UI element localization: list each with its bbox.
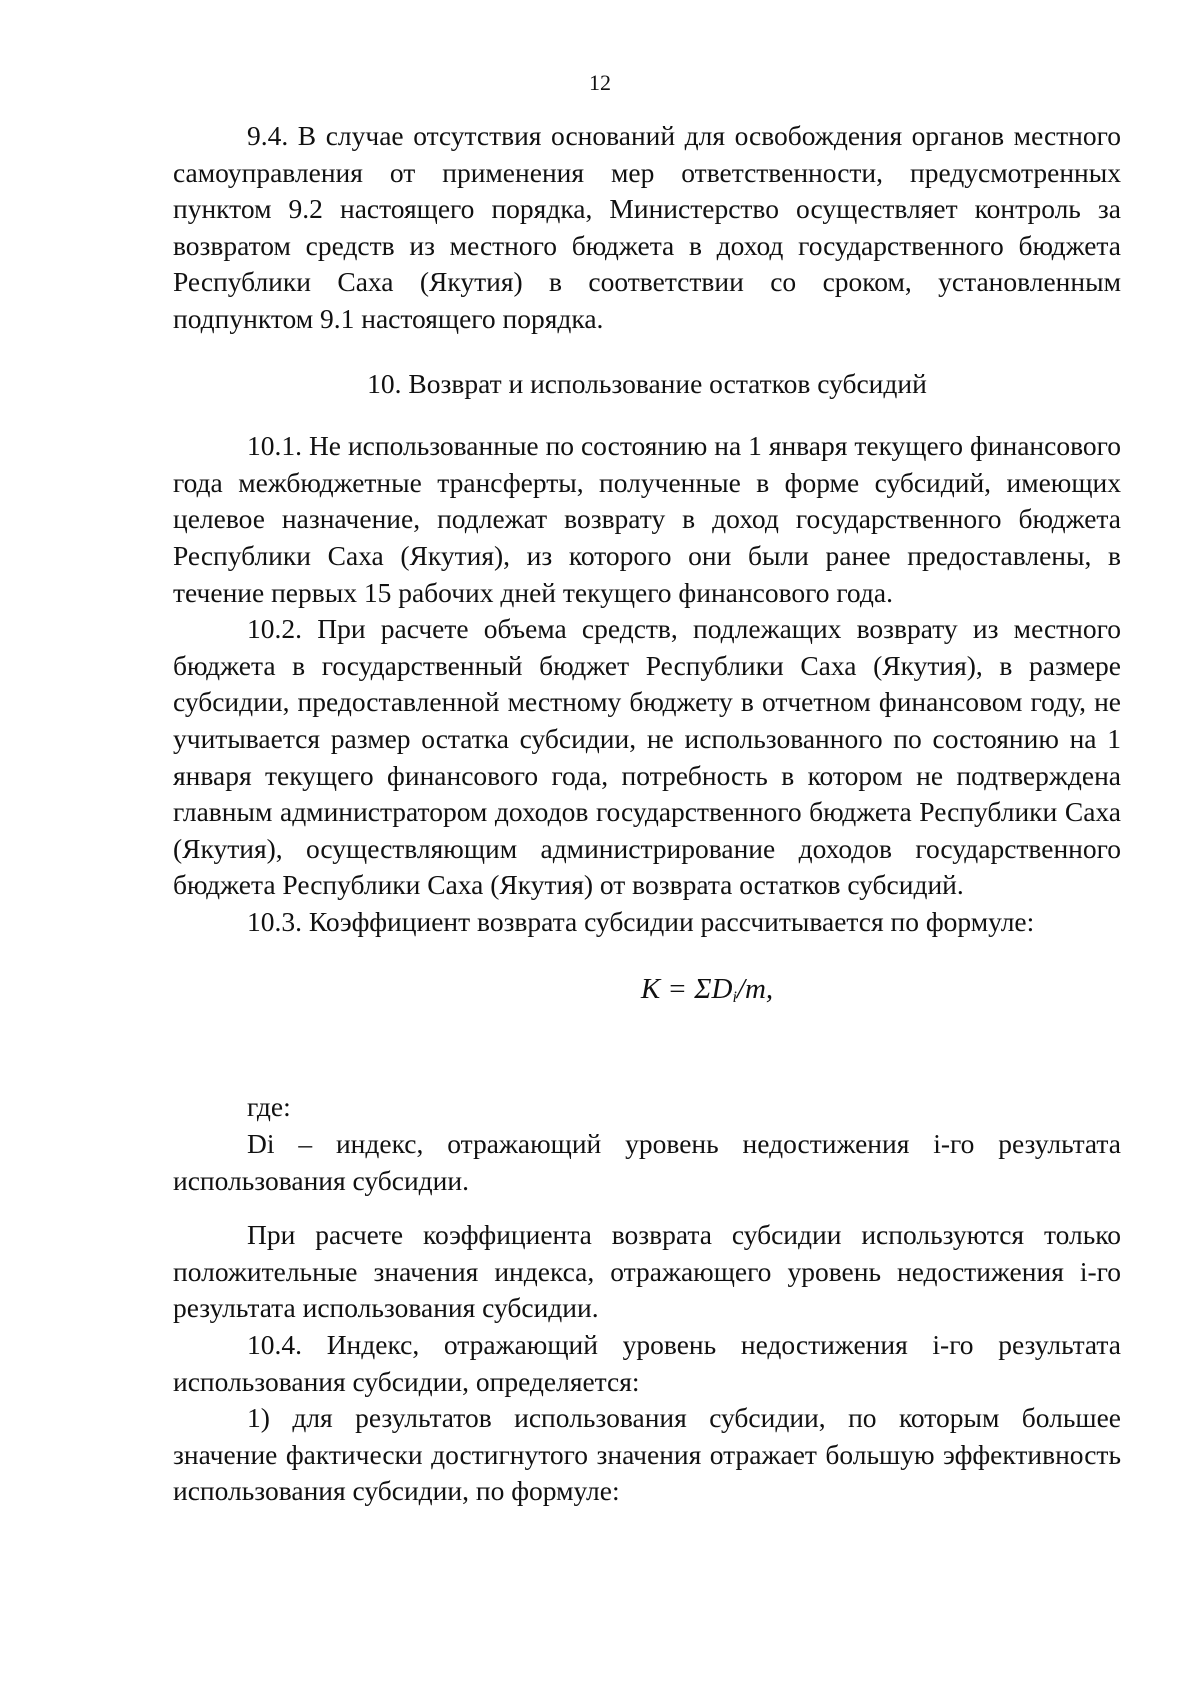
formula-rhs: /m, <box>736 973 774 1006</box>
paragraph-10-4-1: 1) для результатов использования субсидии, по которым большее значение фактически достигнутого значения отражает большую эффективность использования субсидии, по формуле: <box>173 1402 1121 1507</box>
paragraph-10-1: 10.1. Не использованные по состоянию на 1 января текущего финансового года межбюджетные трансферты, полученные в форме субсидий, имеющих целевое назначение, подлежат возврату в доход государственного бюджета Республики Саха (Якутия), из которого они были ранее предоставлены, в течение первых 15 рабочих дней текущего финансового года. <box>173 430 1121 608</box>
page-number: 12 <box>589 70 611 95</box>
formula-subscript: i <box>732 989 737 1007</box>
paragraph-10-2: 10.2. При расчете объема средств, подлежащих возврату из местного бюджета в государственный бюджет Республики Саха (Якутия), в размере субсидии, предоставленной местному бюджету в отчетном финансовом году, не учитывается размер остатка субсидии, не использованного по состоянию на 1 января текущего финансового года, потребность в котором не подтверждена главным администратором доходов государственного бюджета Республики Саха (Якутия), осуществляющим администрирование доходов государственного бюджета Республики Саха (Якутия) от возврата остатков субсидий. <box>173 613 1121 901</box>
document-body <box>173 118 1121 1510</box>
paragraph-10-4: 10.4. Индекс, отражающий уровень недостижения i-го результата использования субсидии, определяется: <box>173 1329 1121 1397</box>
paragraph-positive-values: При расчете коэффициента возврата субсидии используются только положительные значения индекса, отражающего уровень недостижения i-го результата использования субсидии. <box>173 1219 1121 1324</box>
return-coefficient-formula <box>173 970 1121 1017</box>
where-label: где: <box>247 1091 291 1123</box>
section-heading-10: 10. Возврат и использование остатков субсидий <box>367 367 927 399</box>
paragraph-9-4: 9.4. В случае отсутствия оснований для освобождения органов местного самоуправления от применения мер ответственности, предусмотренных пунктом 9.2 настоящего порядка, Министерство осуществляет контроль за возвратом средств из местного бюджета в доход государственного бюджета Республики Саха (Якутия) в соответствии со сроком, установленным подпунктом 9.1 настоящего порядка. <box>173 120 1121 334</box>
formula-lhs: K = ΣD <box>640 973 733 1006</box>
paragraph-di-definition: Di – индекс, отражающий уровень недостижения i-го результата использования субсидии. <box>173 1128 1121 1196</box>
paragraph-10-3: 10.3. Коэффициент возврата субсидии рассчитывается по формуле: <box>247 905 1035 937</box>
